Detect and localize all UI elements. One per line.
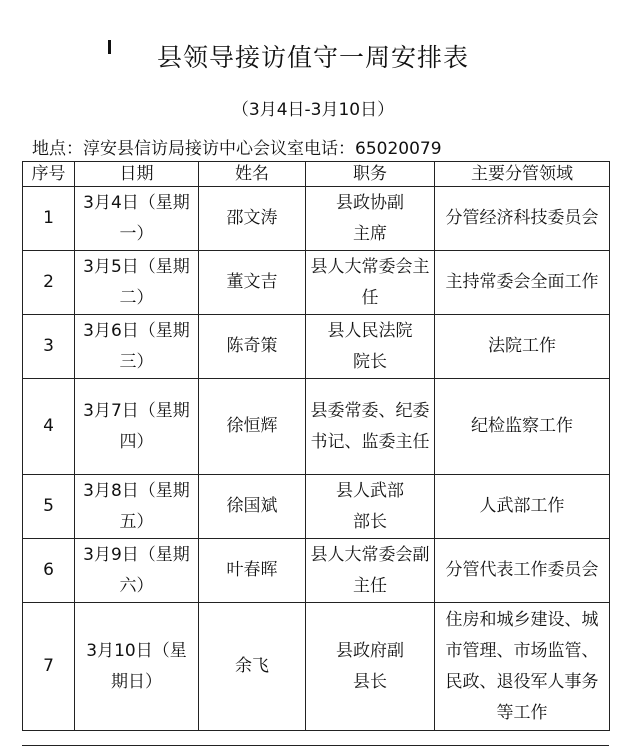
table-row (23, 379, 610, 475)
cell-name: 徐国斌 (199, 475, 306, 539)
cell-date: 3月6日（星期三） (75, 315, 199, 379)
cell-title: 县人武部部长 (306, 475, 435, 539)
schedule-table (22, 161, 610, 731)
col-header-date: 日期 (75, 162, 199, 187)
cell-num: 5 (23, 475, 75, 539)
cell-area: 纪检监察工作 (435, 379, 610, 475)
table-header-row (23, 162, 610, 187)
cell-num: 6 (23, 539, 75, 603)
cell-name: 邵文涛 (199, 187, 306, 251)
cell-date: 3月7日（星期四） (75, 379, 199, 475)
cell-name: 陈奇策 (199, 315, 306, 379)
cell-area: 人武部工作 (435, 475, 610, 539)
cell-num: 7 (23, 603, 75, 731)
location-line: 地点：淳安县信访局接访中心会议室电话：65020079 (32, 139, 442, 159)
cell-area: 主持常委会全面工作 (435, 251, 610, 315)
table-row (23, 603, 610, 731)
cell-title: 县人大常委会主任 (306, 251, 435, 315)
cell-title: 县政府副县长 (306, 603, 435, 731)
cell-title: 县委常委、纪委书记、监委主任 (306, 379, 435, 475)
cell-name: 余飞 (199, 603, 306, 731)
cell-area: 分管代表工作委员会 (435, 539, 610, 603)
col-header-area: 主要分管领域 (435, 162, 610, 187)
cell-area: 分管经济科技委员会 (435, 187, 610, 251)
table-row (23, 475, 610, 539)
cell-num: 3 (23, 315, 75, 379)
cell-name: 董文吉 (199, 251, 306, 315)
cell-num: 1 (23, 187, 75, 251)
col-header-title: 职务 (306, 162, 435, 187)
col-header-name: 姓名 (199, 162, 306, 187)
cell-num: 4 (23, 379, 75, 475)
cell-date: 3月9日（星期六） (75, 539, 199, 603)
cell-title: 县人大常委会副主任 (306, 539, 435, 603)
cell-num: 2 (23, 251, 75, 315)
cell-date: 3月5日（星期二） (75, 251, 199, 315)
table-row (23, 251, 610, 315)
col-header-num: 序号 (23, 162, 75, 187)
cell-date: 3月4日（星期一） (75, 187, 199, 251)
cell-name: 叶春晖 (199, 539, 306, 603)
cell-date: 3月10日（星期日） (75, 603, 199, 731)
cell-title: 县政协副主席 (306, 187, 435, 251)
page-title: 县领导接访值守一周安排表 (156, 43, 469, 72)
table-row (23, 187, 610, 251)
table-row (23, 315, 610, 379)
cell-name: 徐恒辉 (199, 379, 306, 475)
cell-date: 3月8日（星期五） (75, 475, 199, 539)
cell-area: 住房和城乡建设、城市管理、市场监管、民政、退役军人事务等工作 (435, 603, 610, 731)
date-range-subtitle: （3月4日-3月10日） (231, 100, 395, 120)
cell-title: 县人民法院院长 (306, 315, 435, 379)
table-row (23, 539, 610, 603)
cell-area: 法院工作 (435, 315, 610, 379)
